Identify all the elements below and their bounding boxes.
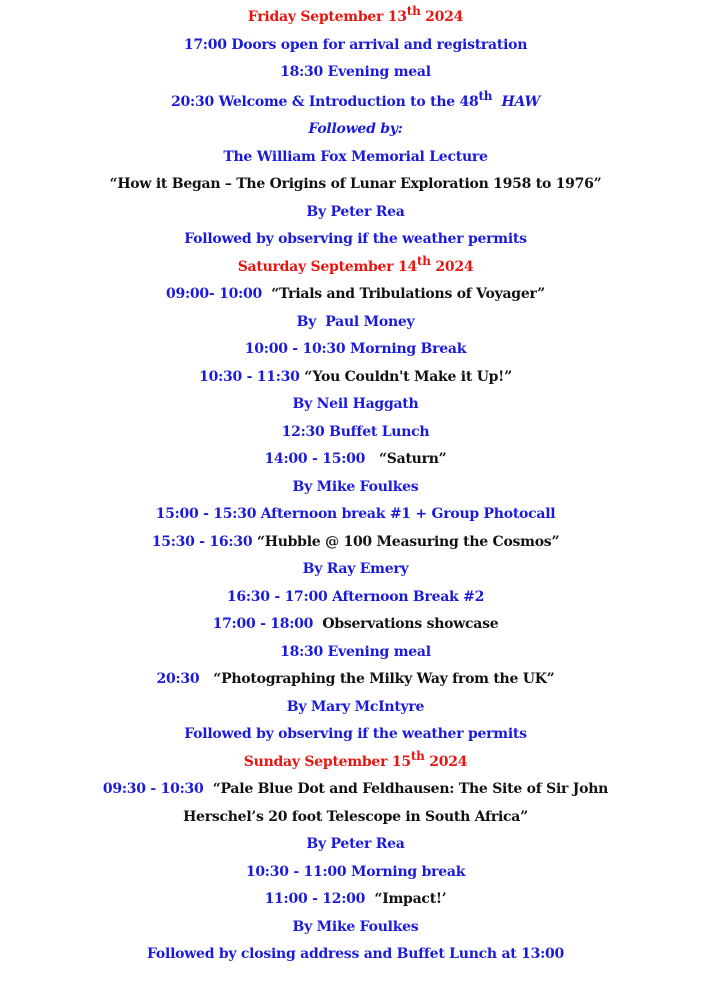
friday-heading [0, 4, 711, 32]
saturday-evening-meal: 18:30 Evening meal [280, 643, 431, 660]
friday-evening-meal: 18:30 Evening meal [280, 64, 431, 80]
saturday-talk5-speaker: By Mary McIntyre [286, 698, 425, 715]
saturday-talk5-title: “Photographing the Milky Way from the UK” [213, 671, 555, 687]
saturday-talk3 [0, 446, 711, 474]
saturday-showcase [0, 611, 711, 639]
saturday-afternoon-break2: 16:30 - 17:00 Afternoon Break #2 [226, 588, 485, 605]
saturday-talk2-time: 10:30 - 11:30 [199, 368, 305, 385]
saturday-talk4-title: “Hubble @ 100 Measuring the Cosmos” [256, 533, 560, 550]
sunday-talk2-time: 11:00 - 12:00 [264, 891, 375, 907]
saturday-talk4-time: 15:30 - 16:30 [151, 533, 257, 550]
friday-doors: 17:00 Doors open for arrival and registration [183, 36, 528, 53]
friday-lecture-title: “How it Began – The Origins of Lunar Exploration 1958 to 1976” [109, 176, 602, 192]
friday-welcome [0, 89, 711, 117]
sunday-talk2-speaker: By Mike Foulkes [292, 918, 419, 935]
saturday-talk2-title: “You Couldn't Make it Up!” [304, 368, 512, 385]
friday-heading-date: Friday September 13 [247, 9, 407, 25]
saturday-talk5-time: 20:30 [156, 671, 214, 687]
saturday-talk4 [0, 529, 711, 557]
saturday-heading-date: Saturday September 14 [237, 258, 417, 275]
sunday-heading-year: 2024 [424, 753, 468, 770]
sunday-talk1-title: “Pale Blue Dot and Feldhausen: The Site of Sir John [212, 781, 609, 797]
saturday-morning-break: 10:00 - 10:30 Morning Break [244, 341, 467, 357]
friday-welcome-text: 20:30 Welcome & Introduction to the 48 [171, 93, 479, 110]
friday-welcome-haw: HAW [492, 93, 540, 110]
sunday-morning-break: 10:30 - 11:00 Morning break [245, 863, 466, 880]
saturday-talk2 [0, 364, 711, 392]
saturday-heading [0, 254, 711, 282]
saturday-lunch: 12:30 Buffet Lunch [281, 423, 430, 440]
saturday-talk1 [0, 281, 711, 309]
sunday-talk1-title-line2: Herschel’s 20 foot Telescope in South Africa” [183, 808, 528, 825]
saturday-talk3-speaker: By Mike Foulkes [292, 478, 419, 495]
saturday-observing: Followed by observing if the weather permits [184, 726, 527, 742]
saturday-talk5 [0, 666, 711, 694]
sunday-talk1-speaker: By Peter Rea [306, 836, 405, 852]
sunday-talk2 [0, 886, 711, 914]
sunday-talk1 [0, 776, 711, 804]
sunday-heading-ordinal: th [410, 748, 425, 763]
friday-lecture-name: The William Fox Memorial Lecture [223, 148, 488, 165]
saturday-heading-ordinal: th [416, 253, 431, 268]
friday-welcome-ordinal: th [478, 88, 493, 103]
saturday-talk3-title: “Saturn” [378, 451, 447, 467]
friday-followed-by: Followed by: [308, 121, 403, 137]
sunday-heading [0, 749, 711, 777]
saturday-talk1-title: “Trials and Tribulations of Voyager” [271, 286, 545, 302]
saturday-showcase-title: Observations showcase [322, 616, 499, 632]
saturday-talk1-speaker: By Paul Money [296, 313, 415, 330]
friday-heading-year: 2024 [420, 9, 464, 25]
saturday-afternoon-break1: 15:00 - 15:30 Afternoon break #1 + Group Photocall [155, 506, 556, 522]
friday-observing: Followed by observing if the weather permits [184, 231, 527, 247]
sunday-closing: Followed by closing address and Buffet Lunch at 13:00 [147, 946, 564, 962]
sunday-talk2-title: “Impact!’ [374, 891, 447, 907]
saturday-talk4-speaker: By Ray Emery [302, 561, 409, 577]
friday-lecture-speaker: By Peter Rea [306, 203, 405, 220]
sunday-talk1-time: 09:30 - 10:30 [102, 781, 213, 797]
saturday-talk2-speaker: By Neil Haggath [292, 396, 419, 412]
saturday-showcase-time: 17:00 - 18:00 [212, 616, 323, 632]
friday-heading-ordinal: th [406, 4, 421, 18]
sunday-heading-date: Sunday September 15 [243, 753, 411, 770]
saturday-talk1-time: 09:00- 10:00 [166, 286, 272, 302]
saturday-talk3-time: 14:00 - 15:00 [264, 451, 379, 467]
saturday-heading-year: 2024 [430, 258, 474, 275]
